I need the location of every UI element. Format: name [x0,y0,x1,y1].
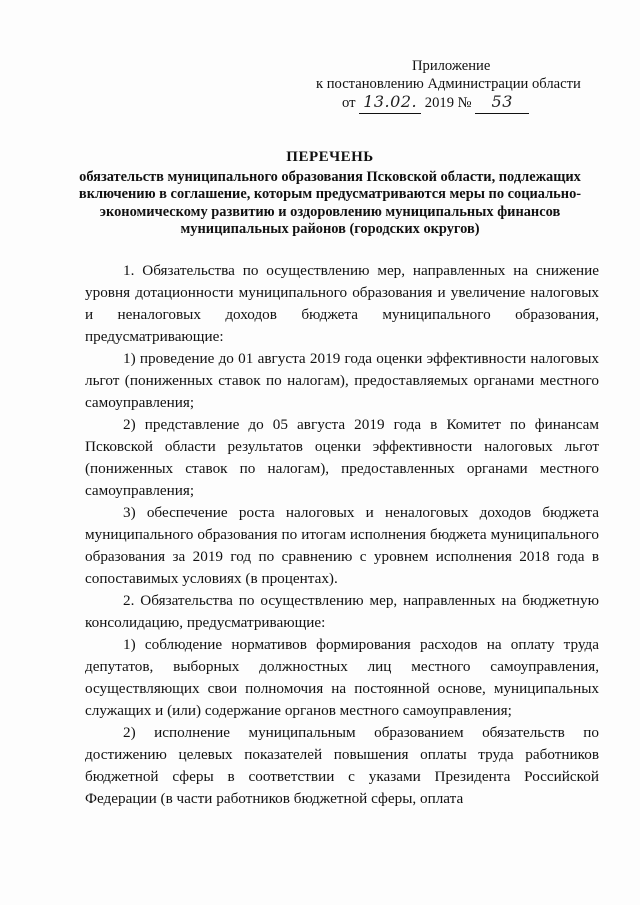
document-body [85,260,599,810]
paragraph-1-2: 2) представление до 05 августа 2019 года в Комитет по финансам Псковской области результатов оценки эффективности налоговых льгот (пониженных ставок по налогам), предоставленных органами местного самоуправления; [85,416,599,499]
appendix-block [300,58,600,114]
heading-subtitle: обязательств муниципального образования Псковской области, подлежащих включению в соглашение, которым предусматриваются меры по социально-экономическому развитию и оздоровлению муниципальных финансов муниципальных районов (городских округов) [78,168,582,238]
decree-year: 2019 № [424,95,472,111]
paragraph-1-3: 3) обеспечение роста налоговых и неналоговых доходов бюджета муниципального образования по итогам исполнения бюджета муниципального образования за 2019 год по сравнению с уровнем исполнения 2018 года в сопоставимых условиях (в процентах). [85,504,599,587]
appendix-title: Приложение [412,58,491,74]
appendix-date-line [300,93,600,114]
handwritten-date: 13.02. [359,93,421,114]
heading-title: ПЕРЕЧЕНЬ [286,149,374,165]
date-prefix: от [342,95,356,111]
paragraph-2: 2. Обязательства по осуществлению мер, направленных на бюджетную консолидацию, предусматривающие: [85,592,599,631]
paragraph-1: 1. Обязательства по осуществлению мер, направленных на снижение уровня дотационности муниципального образования и увеличение налоговых и неналоговых доходов бюджета муниципального образования, предусматривающие: [85,262,599,345]
handwritten-number: 53 [475,93,529,114]
paragraph-1-1: 1) проведение до 01 августа 2019 года оценки эффективности налоговых льгот (пониженных ставок по налогам), предоставляемых органами местного самоуправления; [85,350,599,411]
document-heading [60,149,600,239]
paragraph-2-1: 1) соблюдение нормативов формирования расходов на оплату труда депутатов, выборных должностных лиц местного самоуправления, осуществляющих свои полномочия на постоянной основе, муниципальных служащих и (или) содержание органов местного самоуправления; [85,636,599,719]
paragraph-2-2: 2) исполнение муниципальным образованием обязательств по достижению целевых показателей повышения оплаты труда работников бюджетной сферы в соответствии с указами Президента Российской Федерации (в части работников бюджетной сферы, оплата [85,724,599,807]
appendix-reference: к постановлению Администрации области [316,75,581,92]
